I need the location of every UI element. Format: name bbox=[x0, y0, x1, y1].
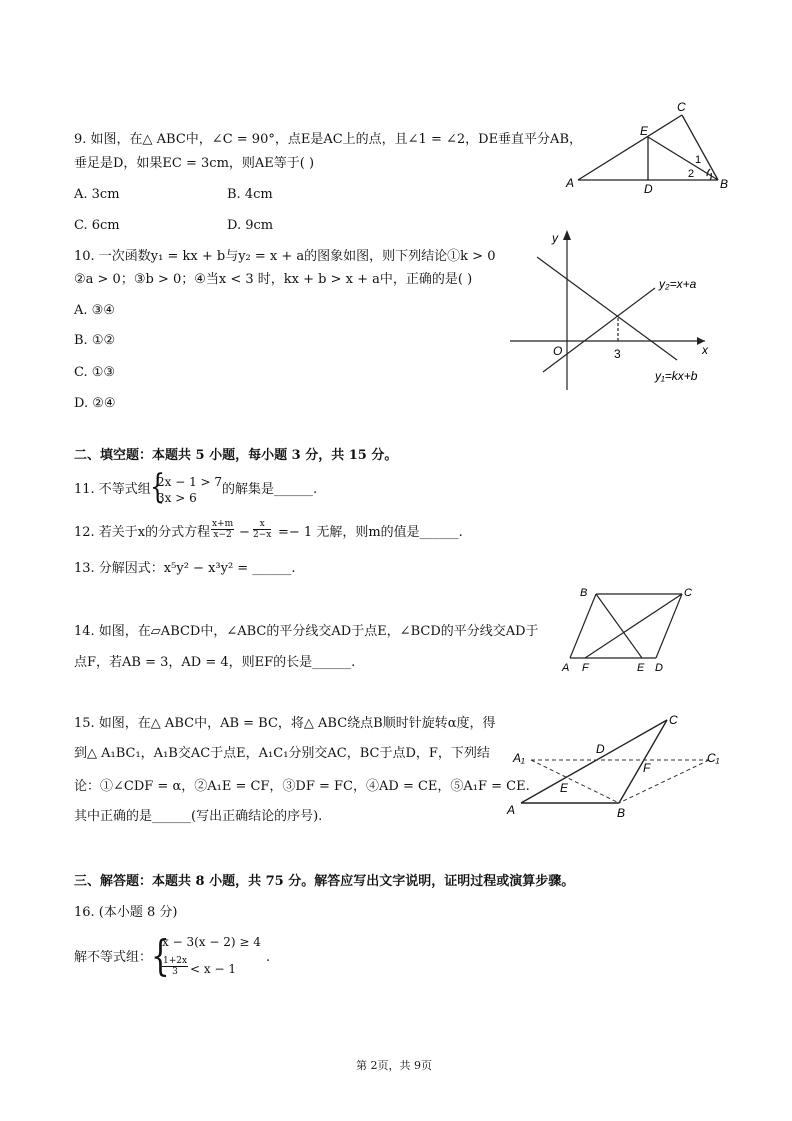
q9-angle-1: 1 bbox=[695, 154, 702, 166]
q16-row1: x − 3(x − 2) ≥ 4 bbox=[162, 935, 261, 949]
q10-option-a: A. ③④ bbox=[74, 303, 115, 318]
q12-fraction-1-numerator: x+m bbox=[212, 519, 234, 529]
q10-graph-figure bbox=[505, 222, 735, 397]
q11-prefix: 11. 不等式组 bbox=[74, 482, 151, 497]
q12-fraction-2 bbox=[253, 519, 271, 540]
q9-label-b: B bbox=[720, 177, 729, 191]
q16-brace: { bbox=[151, 931, 170, 980]
page-footer: 第 2页，共 9页 bbox=[356, 1059, 432, 1072]
q11-row1: 2x − 1 > 7 bbox=[157, 475, 223, 489]
q16-fraction-denominator: 3 bbox=[172, 967, 178, 977]
q16-fraction-numerator: 1+2x bbox=[163, 956, 188, 966]
q14-label-a: A bbox=[562, 662, 570, 674]
q14-line2: 点F，若AB = 3，AD = 4，则EF的长是______. bbox=[74, 655, 356, 670]
q10-option-c: C. ①③ bbox=[74, 365, 116, 380]
q9-label-a: A bbox=[566, 176, 575, 190]
q10-tick-3: 3 bbox=[614, 347, 621, 361]
q15-label-a1: A₁ bbox=[513, 751, 525, 765]
q15-label-c: C bbox=[669, 713, 678, 727]
q12-fraction-1-denominator: x−2 bbox=[213, 530, 232, 540]
q9-triangle-figure bbox=[560, 100, 740, 200]
q10-line-y2-label: y₂=x+a bbox=[659, 277, 697, 291]
q15-label-c1: C₁ bbox=[707, 751, 720, 765]
q15-rotation-figure bbox=[505, 710, 735, 825]
q15-line2: 到△ A₁BC₁，A₁B交AC于点E，A₁C₁分别交AC，BC于点D，F，下列结 bbox=[74, 746, 490, 761]
q9-option-a: A. 3cm bbox=[74, 187, 120, 202]
q9-label-c: C bbox=[677, 100, 686, 114]
q14-label-f: F bbox=[582, 662, 589, 674]
q15-line4: 其中正确的是______(写出正确结论的序号). bbox=[74, 809, 323, 824]
q12-suffix: =− 1 无解，则m的值是______. bbox=[278, 525, 463, 540]
q14-line1: 14. 如图，在▱ABCD中，∠ABC的平分线交AD于点E，∠BCD的平分线交AD于 bbox=[74, 624, 539, 639]
q16-row2-rest: < x − 1 bbox=[190, 962, 236, 976]
section-3-heading: 三、解答题：本题共 8 小题，共 75 分。解答应写出文字说明，证明过程或演算步骤。 bbox=[74, 874, 575, 889]
q10-axis-x: x bbox=[702, 343, 708, 357]
q12-fraction-1 bbox=[211, 519, 234, 540]
q9-option-c: C. 6cm bbox=[74, 218, 120, 233]
q10-option-b: B. ①② bbox=[74, 333, 116, 348]
q10-line1: 10. 一次函数y₁ = kx + b与y₂ = x + a的图象如图，则下列结论①k > 0 bbox=[74, 249, 496, 264]
q9-line2: 垂足是D，如果EC = 3cm，则AE等于( ) bbox=[74, 156, 315, 171]
q14-label-d: D bbox=[655, 662, 663, 674]
q10-option-d: D. ②④ bbox=[74, 396, 116, 411]
q9-angle-2: 2 bbox=[688, 168, 695, 180]
q10-line2: ②a > 0；③b > 0；④当x < 3 时，kx + b > x + a中，正确的是( ) bbox=[74, 272, 473, 287]
q9-option-d: D. 9cm bbox=[227, 218, 274, 233]
q10-origin: O bbox=[553, 344, 563, 358]
q15-label-b: B bbox=[617, 806, 626, 820]
q16-title: 16. (本小题 8 分) bbox=[74, 905, 178, 920]
q16-fraction bbox=[162, 956, 188, 977]
q9-option-b: B. 4cm bbox=[227, 187, 273, 202]
q15-label-e: E bbox=[560, 781, 569, 795]
q16-suffix: . bbox=[266, 950, 271, 965]
q14-label-b: B bbox=[580, 587, 588, 599]
q15-label-d: D bbox=[596, 742, 605, 756]
q9-label-e: E bbox=[640, 124, 649, 138]
q9-line1: 9. 如图，在△ ABC中，∠C = 90°，点E是AC上的点，且∠1 = ∠2，DE垂直平分AB， bbox=[74, 132, 582, 147]
q13-text: 13. 分解因式：x⁵y² − x³y² = ______. bbox=[74, 561, 296, 576]
q10-axis-y: y bbox=[552, 231, 558, 245]
q11-brace: { bbox=[150, 467, 166, 507]
q12-minus: − bbox=[239, 525, 250, 540]
q12-prefix: 12. 若关于x的分式方程 bbox=[74, 525, 211, 540]
section-2-heading: 二、填空题：本题共 5 小题，每小题 3 分，共 15 分。 bbox=[74, 448, 398, 463]
q16-prefix: 解不等式组： bbox=[74, 950, 153, 965]
q15-line1: 15. 如图，在△ ABC中，AB = BC，将△ ABC绕点B顺时针旋转α度，得 bbox=[74, 716, 496, 731]
q9-label-d: D bbox=[644, 182, 653, 196]
q15-label-a: A bbox=[507, 803, 516, 817]
q15-line3: 论：①∠CDF = α，②A₁E = CF，③DF = FC，④AD = CE，⑤A₁F = CE. bbox=[74, 779, 530, 794]
q12-fraction-2-denominator: 2−x bbox=[253, 530, 272, 540]
q15-label-f: F bbox=[643, 761, 651, 775]
q12-fraction-2-numerator: x bbox=[253, 519, 271, 530]
q14-label-e: E bbox=[637, 662, 645, 674]
q14-parallelogram-figure bbox=[556, 582, 706, 677]
q14-label-c: C bbox=[684, 587, 692, 599]
q10-line-y1-label: y₁=kx+b bbox=[655, 369, 698, 383]
q11-suffix: 的解集是______. bbox=[222, 482, 318, 497]
q11-row2: 3x > 6 bbox=[157, 491, 197, 505]
